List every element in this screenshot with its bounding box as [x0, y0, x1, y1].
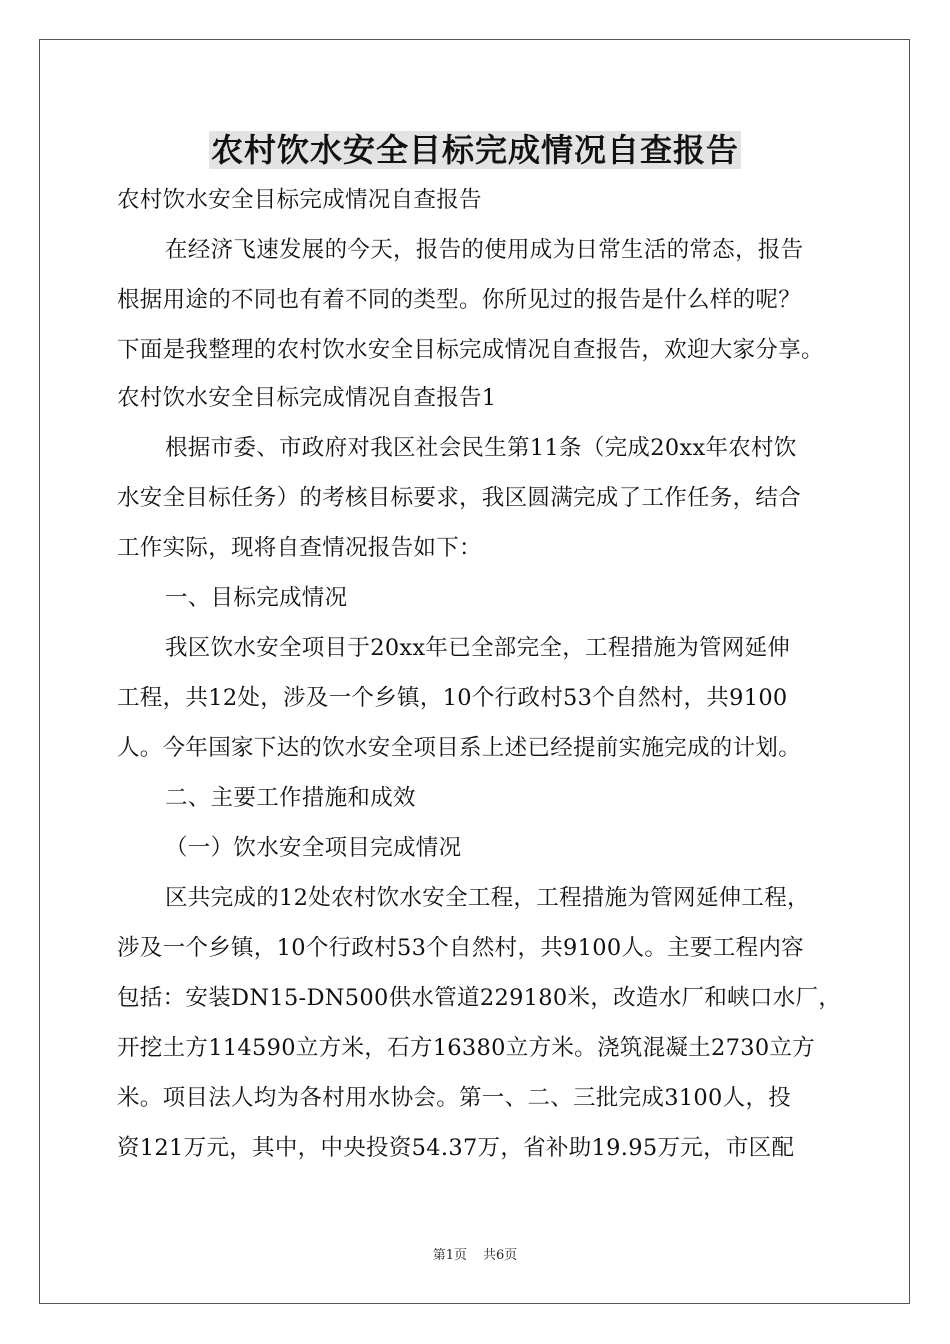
paragraph-line: 水安全目标任务）的考核目标要求，我区圆满完成了工作任务，结合 — [117, 485, 802, 511]
paragraph-line: 涉及一个乡镇，10个行政村53个自然村，共9100人。主要工程内容 — [117, 935, 804, 961]
paragraph-line: 在经济飞速发展的今天，报告的使用成为日常生活的常态，报告 — [165, 237, 804, 263]
paragraph-line: 下面是我整理的农村饮水安全目标完成情况自查报告，欢迎大家分享。 — [117, 337, 824, 363]
section-heading: 二、主要工作措施和成效 — [165, 785, 416, 811]
paragraph-line: 根据用途的不同也有着不同的类型。你所见过的报告是什么样的呢？ — [117, 287, 802, 313]
paragraph-line: 人。今年国家下达的饮水安全项目系上述已经提前实施完成的计划。 — [117, 735, 802, 761]
page-number: 第1页 — [432, 1248, 467, 1263]
paragraph-line: 我区饮水安全项目于20xx年已全部完全，工程措施为管网延伸 — [165, 635, 791, 661]
page-footer — [0, 1246, 950, 1266]
paragraph-line: 区共完成的12处农村饮水安全工程，工程措施为管网延伸工程， — [165, 885, 810, 911]
subsection-heading: （一）饮水安全项目完成情况 — [165, 835, 462, 861]
subtitle-line: 农村饮水安全目标完成情况自查报告 — [117, 187, 482, 213]
paragraph-line: 工作实际，现将自查情况报告如下： — [117, 535, 482, 561]
paragraph-line: 资121万元，其中，中央投资54.37万，省补助19.95万元，市区配 — [117, 1135, 795, 1161]
paragraph-line: 工程，共12处，涉及一个乡镇，10个行政村53个自然村，共9100 — [117, 685, 788, 711]
section-heading: 农村饮水安全目标完成情况自查报告1 — [117, 385, 497, 411]
paragraph-line: 包括：安装DN15-DN500供水管道229180米，改造水厂和峡口水厂， — [117, 985, 842, 1011]
document-title-text: 农村饮水安全目标完成情况自查报告 — [210, 131, 739, 169]
paragraph-line: 开挖土方114590立方米，石方16380立方米。浇筑混凝土2730立方 — [117, 1035, 816, 1061]
section-heading: 一、目标完成情况 — [165, 585, 348, 611]
paragraph-line: 米。项目法人均为各村用水协会。第一、二、三批完成3100人，投 — [117, 1085, 792, 1111]
page-border — [39, 39, 910, 1304]
page-total: 共6页 — [483, 1248, 518, 1263]
paragraph-line: 根据市委、市政府对我区社会民生第11条（完成20xx年农村饮 — [165, 435, 797, 461]
document-title — [0, 124, 950, 176]
